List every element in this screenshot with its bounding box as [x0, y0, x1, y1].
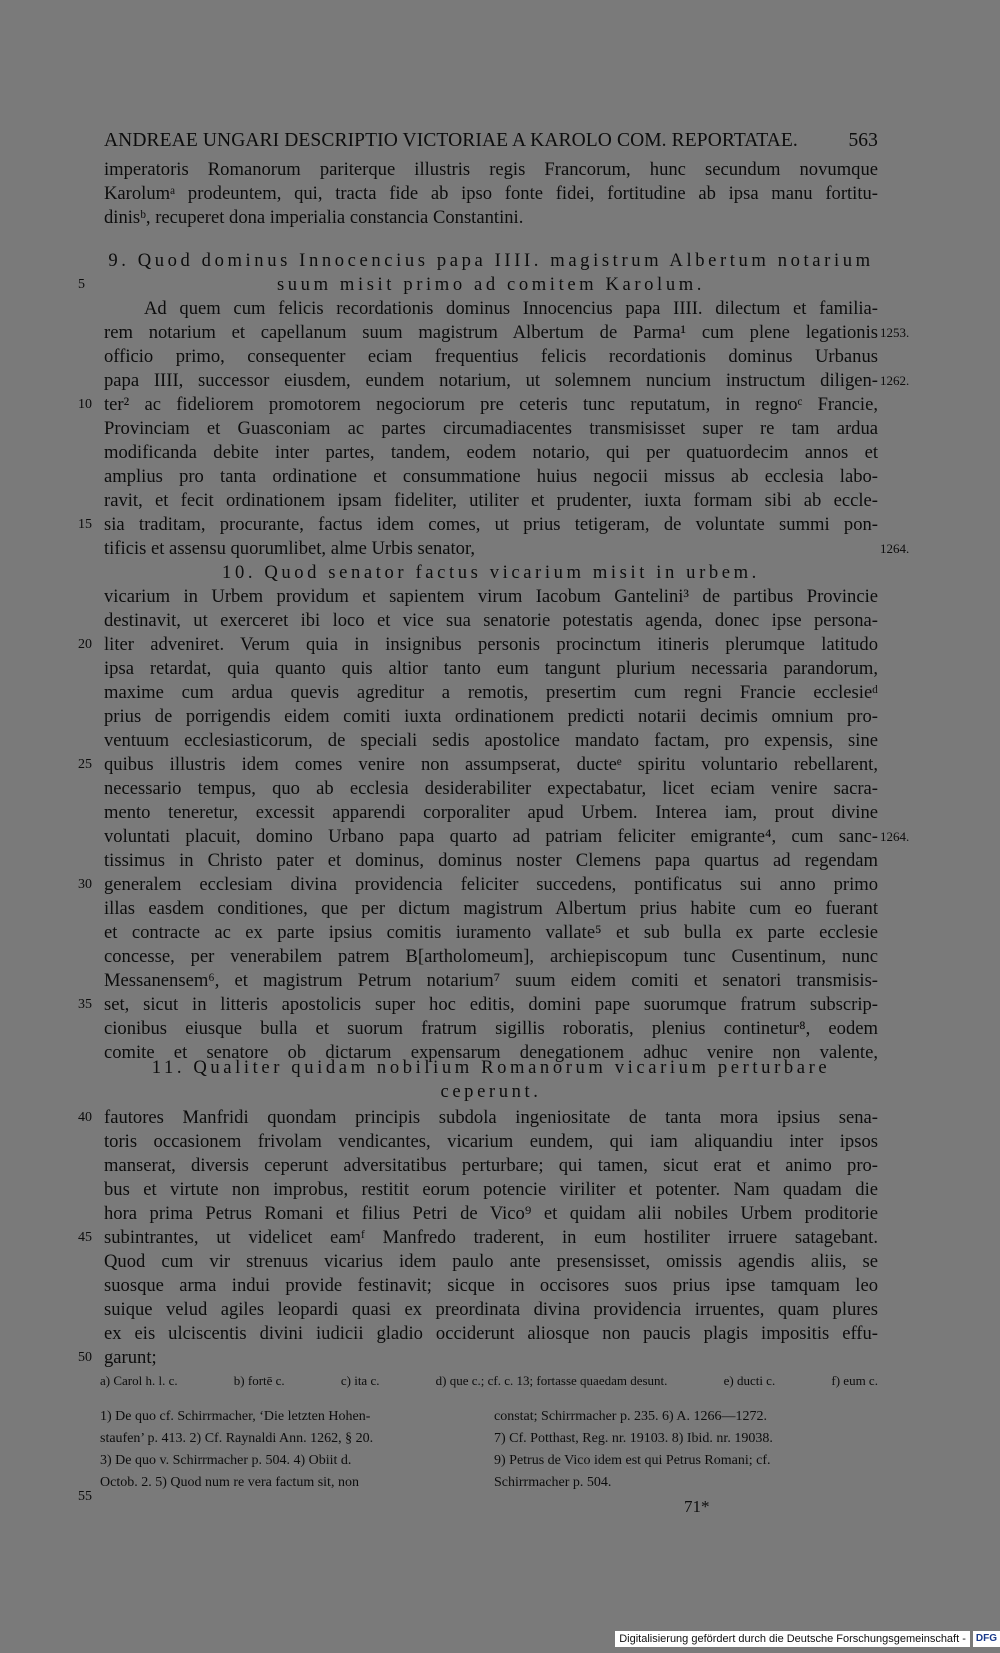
- section-heading: 9. Quod dominus Innocencius papa IIII. magistrum Albertum notarium: [108, 250, 874, 271]
- text-line: tissimus in Christo pater et dominus, dominus noster Clemens papa quartus ad regendam: [104, 850, 878, 871]
- dfg-logo: DFG: [973, 1631, 1000, 1647]
- footnote-line: Schirrmacher p. 504.: [494, 1475, 612, 1490]
- header-title: ANDREAE UNGARI DESCRIPTIO VICTORIAE A KAROLO COM. REPORTATAE.: [104, 130, 798, 151]
- margin-year: 1262.: [880, 373, 910, 388]
- critical-note: f) eum c.: [831, 1373, 878, 1388]
- text-line: et contracte ac ex parte ipsius comitis iuramento vallate⁵ et sub bulla ex parte ecclesie: [104, 922, 878, 943]
- line-number: 10: [78, 397, 92, 412]
- running-header: [104, 130, 878, 152]
- text-line: garunt;: [104, 1347, 157, 1368]
- section-heading: 11. Qualiter quidam nobilium Romanorum vicarium perturbare: [151, 1057, 831, 1078]
- critical-note: b) fortē c.: [233, 1373, 285, 1388]
- text-line: set, sicut in litteris apostolicis super hoc editis, domini pape suorumque fratrum subscrip-: [104, 994, 878, 1015]
- text-line: manserat, diversis ceperunt adversitatibus perturbare; qui tamen, sicut erat et animo pro-: [104, 1155, 878, 1176]
- footnote-line: 3) De quo v. Schirrmacher p. 504. 4) Obiit d.: [100, 1453, 352, 1468]
- margin-year: 1253.: [880, 325, 910, 340]
- text-line: vicarium in Urbem providum et sapientem virum Iacobum Gantelini³ de partibus Provincie: [104, 586, 878, 607]
- text-line: Quod cum vir strenuus vicarius idem paulo ante presensisset, omissis agendis aliis, se: [104, 1251, 878, 1272]
- text-line: quibus illustris idem comes venire non assumpserat, ducteᵉ spiritu voluntario rebellarent,: [104, 754, 878, 775]
- header-page-number: 563: [848, 130, 878, 151]
- text-line: suique velud agiles leopardi quasi ex preordinata divina providencia irruentes, quam plures: [104, 1299, 878, 1320]
- line-number: 30: [78, 877, 92, 892]
- text-line: suosque arma indui provide festinavit; sicque in occisores suos prius ipse tamquam leo: [104, 1275, 878, 1296]
- line-number: 20: [78, 637, 92, 652]
- text-line: necessario tempus, quo ab ecclesia desiderabiliter expectabatur, licet eciam venire sacra-: [104, 778, 878, 799]
- critical-note: e) ducti c.: [723, 1373, 776, 1388]
- text-line: tificis et assensu quorumlibet, alme Urbis senator,: [104, 538, 476, 559]
- footnotes-left: [100, 1406, 373, 1494]
- footnote-line: 7) Cf. Potthast, Reg. nr. 19103. 8) Ibid. nr. 19038.: [494, 1431, 773, 1446]
- footnote-line: 1) De quo cf. Schirrmacher, ‘Die letzten Hohen-: [100, 1409, 371, 1424]
- text-line: comite et senatore ob dictarum expensarum denegationem adhuc venire non valente,: [104, 1042, 878, 1063]
- text-line: ravit, et fecit ordinationem ipsam fideliter, utiliter et prudenter, iuxta formam sibi ab eccle-: [104, 490, 878, 511]
- funding-notice: Digitalisierung gefördert durch die Deutsche Forschungsgemeinschaft -: [615, 1631, 970, 1647]
- text-line: ex eis ulciscentis divini iudicii gladio occiderunt aliosque non paucis plagis impositis effu-: [104, 1323, 878, 1344]
- critical-note: c) ita c.: [340, 1373, 380, 1388]
- line-number: 45: [78, 1230, 92, 1245]
- text-line: Provinciam et Guasconiam ac partes circumadiacentes transmisisset super re tam ardua: [104, 418, 878, 439]
- text-line: papa IIII, successor eiusdem, eundem notarium, ut solemnem nuncium instructum diligen-: [104, 370, 878, 391]
- critical-apparatus: [100, 1371, 878, 1391]
- text-line: liter adveniret. Verum quia in insignibus personis procinctum itineris plerumque latitudo: [104, 634, 878, 655]
- critical-note: a) Carol h. l. c.: [100, 1373, 178, 1388]
- text-line: ipsa retardat, quia quanto quis altior tanto eum tangunt plurium necessaria parandorum,: [104, 658, 878, 679]
- text-line: Karolumᵃ prodeuntem, qui, tracta fide ab ipso fonte fidei, fortitudine ab ipsa manu fortitu-: [104, 183, 878, 204]
- text-line: mento teneretur, excessit apparendi corporaliter apud Urbem. Interea iam, prout divine: [104, 802, 878, 823]
- digitization-footer: [615, 1631, 1000, 1647]
- text-line: prius de porrigendis eidem comiti iuxta ordinationem predicti notarii decimis omnium pro-: [104, 706, 878, 727]
- text-line: cionibus eiusque bulla et suorum fratrum sigillis roboratis, plenius continetur⁸, eodem: [104, 1018, 878, 1039]
- line-number: 25: [78, 757, 92, 772]
- footnotes-right: [494, 1406, 773, 1494]
- signature-mark: 71*: [684, 1497, 710, 1516]
- text-line: ter² ac fideliorem promotorem negociorum pre ceteris tunc reputatum, in regnoᶜ Francie,: [104, 394, 878, 415]
- footnote-line: constat; Schirrmacher p. 235. 6) A. 1266—1272.: [494, 1409, 767, 1424]
- text-line: concesse, per venerabilem patrem B[artholomeum], archiepiscopum tunc Cusentinum, nunc: [104, 946, 878, 967]
- text-line: modificanda debite inter partes, tandem, eodem notario, qui per quatuordecim annos et: [104, 442, 878, 463]
- text-line: ventuum ecclesiasticorum, de speciali sedis apostolice mandato factam, pro expensis, sine: [104, 730, 878, 751]
- line-number: 15: [78, 517, 92, 532]
- text-line: sia traditam, procurante, factus idem comes, ut prius tetigeram, de voluntate summi pon-: [104, 514, 878, 535]
- text-line: toris occasionem frivolam vendicantes, vicarium eundem, qui iam aliquandiu inter ipsos: [104, 1131, 878, 1152]
- text-line: voluntati placuit, domino Urbano papa quarto ad patriam feliciter emigrante⁴, cum sanc-: [104, 826, 878, 847]
- critical-note: d) que c.; cf. c. 13; fortasse quaedam desunt.: [435, 1373, 668, 1388]
- footnote-line: Octob. 2. 5) Quod num re vera factum sit, non: [100, 1475, 359, 1490]
- text-line: subintrantes, ut videlicet eamᶠ Manfredo traderent, in eum hostiliter irruere satagebant.: [104, 1227, 878, 1248]
- text-line: generalem ecclesiam divina providencia feliciter succedens, pontificatus sui anno primo: [104, 874, 878, 895]
- line-number: 55: [78, 1489, 92, 1504]
- text-line: illas easdem conditiones, que per dictum magistrum Albertum prius habite cum eo fuerant: [104, 898, 878, 919]
- margin-year: 1264.: [880, 541, 910, 556]
- line-number: 50: [78, 1350, 92, 1365]
- text-line: rem notarium et capellanum suum magistrum Albertum de Parma¹ cum plene legationis: [104, 322, 878, 343]
- text-line: officio primo, consequenter eciam frequentius felicis recordationis dominus Urbanus: [104, 346, 878, 367]
- text-line: fautores Manfridi quondam principis subdola ingeniositate de tanta mora ipsius sena-: [104, 1107, 878, 1128]
- line-number: 35: [78, 997, 92, 1012]
- section-heading: 10. Quod senator factus vicarium misit in urbem.: [222, 562, 760, 583]
- line-number: 5: [78, 277, 85, 292]
- text-line: Messanensem⁶, et magistrum Petrum notarium⁷ suum eidem comiti et senatori transmisis-: [104, 970, 878, 991]
- text-line: destinavit, ut exerceret ibi loco et vice sua senatorie potestatis agenda, donec ipse persona-: [104, 610, 878, 631]
- margin-year: 1264.: [880, 829, 910, 844]
- text-line: imperatoris Romanorum pariterque illustris regis Francorum, hunc secundum novumque: [104, 159, 878, 180]
- text-line: amplius pro tanta ordinatione et consummatione huius negocii missus ab ecclesia labo-: [104, 466, 878, 487]
- text-line: hora prima Petrus Romani et filius Petri de Vico⁹ et quidam alii nobiles Urbem proditorie: [104, 1203, 878, 1224]
- footnote-line: 9) Petrus de Vico idem est qui Petrus Romani; cf.: [494, 1453, 771, 1468]
- text-line: maxime cum ardua quevis agreditur a remotis, presertim cum regni Francie ecclesieᵈ: [104, 682, 878, 703]
- section-heading: ceperunt.: [440, 1081, 542, 1102]
- line-number: 40: [78, 1110, 92, 1125]
- section-heading: suum misit primo ad comitem Karolum.: [276, 274, 706, 295]
- footnote-line: staufen’ p. 413. 2) Cf. Raynaldi Ann. 1262, § 20.: [100, 1431, 374, 1446]
- text-line: dinisᵇ, recuperet dona imperialia constancia Constantini.: [104, 207, 524, 228]
- text-line: Ad quem cum felicis recordationis dominus Innocencius papa IIII. dilectum et familia-: [144, 298, 878, 319]
- text-line: bus et virtute non improbus, restitit eorum potencie viriliter et potenter. Nam quadam die: [104, 1179, 878, 1200]
